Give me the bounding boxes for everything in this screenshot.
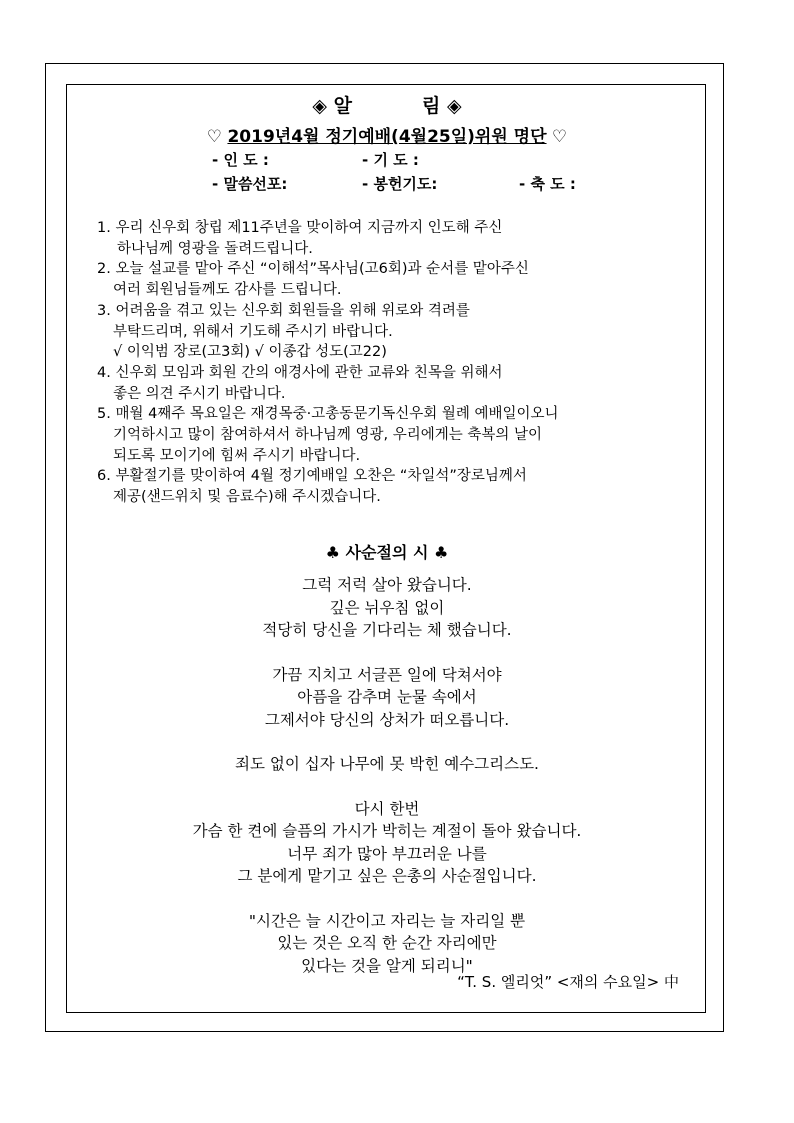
poem-line: 그제서야 당신의 상처가 떠오릅니다.: [264, 710, 510, 729]
announcement-item: [97, 259, 697, 300]
announcement-line: 하나님께 영광을 돌려드립니다.: [117, 240, 313, 257]
role-leader: - 인 도 :: [212, 151, 269, 169]
announcement-line: 제공(샌드위치 및 음료수)해 주시겠습니다.: [113, 489, 381, 506]
announcement-line: 4. 신우회 모임과 회원 간의 애경사에 관한 교류와 친목을 위해서: [97, 364, 503, 381]
poem-line: 깊은 뉘우침 없이: [329, 598, 445, 617]
heart-icon: ♡: [546, 127, 568, 147]
announcement-item: [97, 218, 697, 259]
announcement-item: [97, 466, 697, 507]
announcement-line: 좋은 의견 주시기 바랍니다.: [113, 385, 286, 402]
poem-body: [67, 574, 707, 999]
announcement-line: 되도록 모이기에 힘써 주시기 바랍니다.: [113, 447, 361, 464]
role-prayer: - 기 도 :: [362, 151, 419, 169]
poem-line: 너무 죄가 많아 부끄러운 나를: [287, 844, 487, 863]
poem-stanza: [67, 798, 707, 888]
announcement-line: √ 이익범 장로(고3회) √ 이종갑 성도(고22): [113, 344, 387, 361]
poem-stanza: [67, 753, 707, 776]
poem-line: 그 분에게 맡기고 싶은 은총의 사순절입니다.: [237, 867, 537, 885]
service-title: 2019년4월 정기예배(4월25일)위원 명단: [227, 127, 547, 147]
poem-line: 가슴 한 켠에 슬픔의 가시가 박히는 계절이 돌아 왔습니다.: [192, 822, 582, 840]
poem-line: 가끔 지치고 서글픈 일에 닥쳐서야: [272, 665, 502, 684]
poem-quote: [67, 910, 707, 978]
announcement-item: [97, 404, 697, 466]
poem-line: 있다는 것을 알게 되리니": [301, 956, 473, 975]
announcement-line: 부탁드리며, 위해서 기도해 주시기 바랍니다.: [113, 323, 393, 340]
announcement-line: 기억하시고 많이 참여하셔서 하나님께 영광, 우리에게는 축복의 날이: [113, 427, 543, 444]
heart-icon: ♡: [206, 127, 228, 147]
poem-line: "시간은 늘 시간이고 자리는 늘 자리일 뿐: [248, 911, 526, 930]
announcement-item: [97, 363, 697, 404]
poem-line: 있는 것은 오직 한 순간 자리에만: [277, 934, 497, 952]
notice-box: [66, 84, 706, 1013]
poem-line: 다시 한번: [354, 799, 420, 818]
title-right: 림 ◈: [422, 95, 462, 117]
announcement-line: 여러 회원님들께도 감사를 드립니다.: [113, 282, 342, 299]
announcement-line: 5. 매월 4째주 목요일은 재경목중·고총동문기독신우회 월례 예배일이오니: [97, 406, 559, 423]
poem-line: 그럭 저럭 살아 왔습니다.: [302, 576, 472, 594]
role-sermon: - 말씀선포:: [212, 175, 288, 193]
announcement-line: 3. 어려움을 겪고 있는 신우회 회원들을 위해 위로와 격려를: [97, 302, 470, 319]
announcement-line: 6. 부활절기를 맞이하여 4월 정기예배일 오찬은 “차일석”장로님께서: [97, 468, 527, 485]
poem-attribution: “T. S. 엘리엇” <재의 수요일> 中: [457, 973, 679, 991]
poem-line: 죄도 없이 십자 나무에 못 박힌 예수그리스도.: [234, 755, 539, 773]
role-benediction: - 축 도 :: [519, 175, 576, 193]
announcement-line: 2. 오늘 설교를 맡아 주신 “이해석”목사님(고6회)과 순서를 맡아주신: [97, 261, 529, 278]
poem-line: 적당히 당신을 기다리는 체 했습니다.: [262, 621, 512, 639]
poem-title: ♣ 사순절의 시 ♣: [325, 543, 449, 562]
title-left: ◈ 알: [312, 95, 352, 117]
role-offering-prayer: - 봉헌기도:: [362, 175, 438, 193]
poem-line: 아픔을 감추며 눈물 속에서: [297, 688, 477, 706]
poem-stanza: [67, 664, 707, 732]
announcement-item: [97, 301, 697, 363]
service-heading: [67, 122, 707, 147]
announcement-list: [97, 218, 697, 508]
announcement-line: 1. 우리 신우회 창립 제11주년을 맞이하여 지금까지 인도해 주신: [97, 220, 503, 236]
poem-stanza: [67, 574, 707, 642]
notice-title: [67, 91, 707, 118]
